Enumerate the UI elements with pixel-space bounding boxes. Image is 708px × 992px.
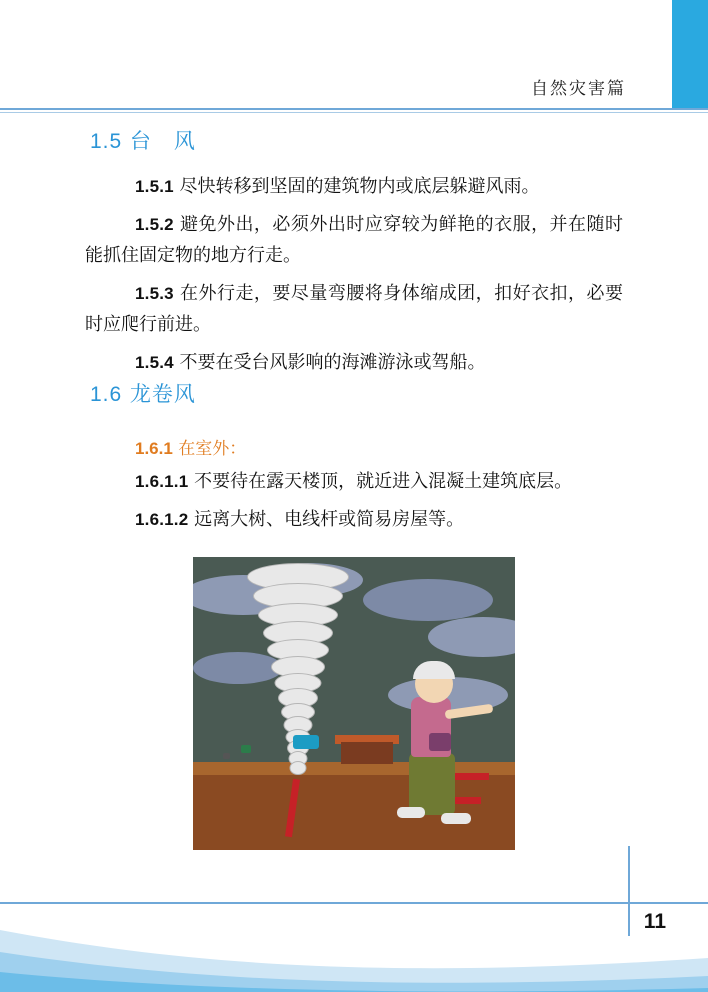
- item-text: 不要待在露天楼顶，就近进入混凝土建筑底层。: [194, 471, 573, 492]
- paragraph-1-5-3: [0, 278, 708, 340]
- cloud-shape: [363, 579, 493, 621]
- section-heading-1-5: [0, 125, 708, 155]
- subsection-number: 1.6.1: [135, 439, 173, 458]
- person-legs: [409, 753, 455, 815]
- person-shoe: [397, 807, 425, 818]
- item-text: 远离大树、电线杆或简易房屋等。: [194, 509, 465, 530]
- item-number: 1.5.4: [135, 353, 174, 372]
- item-text: 在外行走，要尽量弯腰将身体缩成团，扣好衣扣，必要时应爬行前进。: [85, 283, 623, 335]
- person-bag: [429, 733, 451, 751]
- footer-wave-decoration: [0, 900, 708, 992]
- subsection-heading-1-6-1: [0, 434, 708, 459]
- flying-car: [293, 735, 319, 749]
- page-number: 11: [643, 910, 666, 933]
- header-title: 自然灾害篇: [531, 79, 626, 99]
- section-title: 台 风: [129, 129, 196, 153]
- header-color-tab: [672, 0, 708, 108]
- person-shoe: [441, 813, 471, 824]
- debris-shape: [241, 745, 251, 753]
- debris-shape: [223, 753, 230, 759]
- paragraph-1-6-1-1: [0, 466, 708, 497]
- section-number: 1.6: [90, 383, 123, 406]
- header-rule-secondary: [0, 112, 708, 113]
- page-header: [0, 0, 708, 110]
- item-text: 尽快转移到坚固的建筑物内或底层躲避风雨。: [179, 176, 540, 197]
- paragraph-1-5-4: [0, 347, 708, 378]
- item-number: 1.6.1.2: [135, 510, 189, 529]
- item-number: 1.6.1.1: [135, 472, 189, 491]
- header-rule: [0, 108, 708, 110]
- item-text: 不要在受台风影响的海滩游泳或驾船。: [179, 352, 486, 373]
- section-heading-1-6: [0, 378, 708, 408]
- subsection-title: 在室外：: [178, 439, 247, 459]
- house-body: [341, 742, 393, 764]
- paragraph-1-6-1-2: [0, 504, 708, 535]
- paragraph-1-5-1: [0, 171, 708, 202]
- item-text: 避免外出，必须外出时应穿较为鲜艳的衣服，并在随时能抓住固定物的地方行走。: [85, 214, 623, 266]
- section-title: 龙卷风: [129, 382, 196, 406]
- item-number: 1.5.3: [135, 284, 174, 303]
- tornado-illustration: [193, 557, 515, 850]
- item-number: 1.5.2: [135, 215, 174, 234]
- item-number: 1.5.1: [135, 177, 174, 196]
- paragraph-1-5-2: [0, 209, 708, 271]
- document-content: [0, 125, 708, 850]
- section-number: 1.5: [90, 130, 123, 153]
